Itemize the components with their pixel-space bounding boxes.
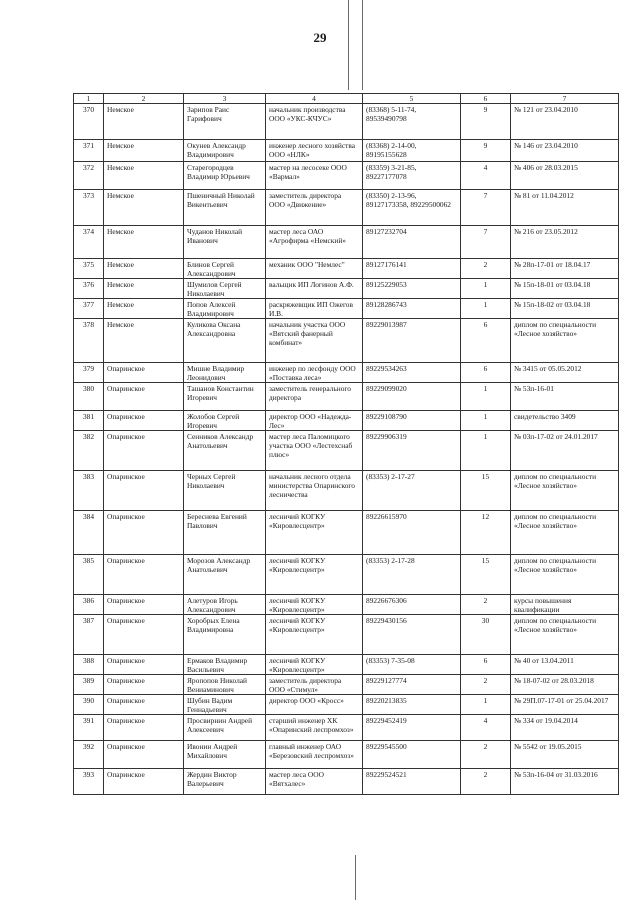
district: Опаринское <box>104 769 184 795</box>
position: инженер лесного хозяйства ООО «НЛК» <box>266 140 363 162</box>
position: лесничий КОГКУ «Кировлесцентр» <box>266 595 363 615</box>
full-name: Попов Алексей Владимирович <box>184 299 266 319</box>
table-row <box>74 555 619 595</box>
experience: 2 <box>461 741 511 769</box>
full-name: Просвирнин Андрей Алексеевич <box>184 715 266 741</box>
full-name: Ивонин Андрей Михайлович <box>184 741 266 769</box>
table-row <box>74 511 619 555</box>
position: лесничий КОГКУ «Кировлесцентр» <box>266 555 363 595</box>
experience: 15 <box>461 471 511 511</box>
row-number: 371 <box>74 140 104 162</box>
row-number: 385 <box>74 555 104 595</box>
full-name: Старегородцев Владимир Юрьевич <box>184 162 266 190</box>
experience: 6 <box>461 319 511 363</box>
column-number-row <box>74 94 619 104</box>
full-name: Морозов Александр Анатольевич <box>184 555 266 595</box>
position: начальник участка ООО «Вятский фанерный комбинат» <box>266 319 363 363</box>
phone: 89226676306 <box>363 595 461 615</box>
phone: (83353) 7-35-08 <box>363 655 461 675</box>
phone: (83353) 2-17-28 <box>363 555 461 595</box>
experience: 9 <box>461 140 511 162</box>
position: директор ООО «Надежда-Лес» <box>266 411 363 431</box>
full-name: Ермаков Владимир Васильевич <box>184 655 266 675</box>
district: Немское <box>104 140 184 162</box>
phone: 89229534263 <box>363 363 461 383</box>
position: инженер по лесфонду ООО «Поставка леса» <box>266 363 363 383</box>
row-number: 389 <box>74 675 104 695</box>
full-name: Блинов Сергей Александрович <box>184 259 266 279</box>
document: № 5542 от 19.05.2015 <box>511 741 619 769</box>
district: Опаринское <box>104 431 184 471</box>
table-row <box>74 615 619 655</box>
table-row <box>74 431 619 471</box>
district: Немское <box>104 104 184 140</box>
full-name: Зарипов Раис Гарифович <box>184 104 266 140</box>
district: Опаринское <box>104 411 184 431</box>
district: Немское <box>104 299 184 319</box>
document: № 406 от 28.03.2015 <box>511 162 619 190</box>
experience: 1 <box>461 431 511 471</box>
document: курсы повышения квалификации <box>511 595 619 615</box>
district: Немское <box>104 259 184 279</box>
row-number: 393 <box>74 769 104 795</box>
table-row <box>74 363 619 383</box>
column-number: 7 <box>511 94 619 104</box>
table-row <box>74 279 619 299</box>
position: директор ООО «Кросс» <box>266 695 363 715</box>
experience: 1 <box>461 383 511 411</box>
table-row <box>74 471 619 511</box>
row-number: 379 <box>74 363 104 383</box>
document: № 146 от 23.04.2010 <box>511 140 619 162</box>
phone: 89229906319 <box>363 431 461 471</box>
phone: 89128286743 <box>363 299 461 319</box>
full-name: Шубин Вадим Геннадьевич <box>184 695 266 715</box>
table-row <box>74 595 619 615</box>
table-row <box>74 411 619 431</box>
position: начальник лесного отдела министерства Опаринского лесничества <box>266 471 363 511</box>
position: мастер леса ООО «Вятхалес» <box>266 769 363 795</box>
row-number: 370 <box>74 104 104 140</box>
position: раскряжевщик ИП Ожегов И.В. <box>266 299 363 319</box>
table-row <box>74 226 619 259</box>
row-number: 390 <box>74 695 104 715</box>
document: № 121 от 23.04.2010 <box>511 104 619 140</box>
experience: 9 <box>461 104 511 140</box>
district: Опаринское <box>104 383 184 411</box>
experience: 1 <box>461 279 511 299</box>
document: № 15п-18-02 от 03.04.18 <box>511 299 619 319</box>
table-row <box>74 190 619 226</box>
phone: 89229013987 <box>363 319 461 363</box>
position: заместитель директора ООО «Стимул» <box>266 675 363 695</box>
table-row <box>74 675 619 695</box>
full-name: Чуданов Николай Иванович <box>184 226 266 259</box>
district: Опаринское <box>104 655 184 675</box>
position: вальщик ИП Логинов А.Ф. <box>266 279 363 299</box>
district: Опаринское <box>104 511 184 555</box>
experience: 1 <box>461 411 511 431</box>
table-row <box>74 741 619 769</box>
full-name: Черных Сергей Николаевич <box>184 471 266 511</box>
table-row <box>74 140 619 162</box>
document: № 53п-16-04 от 31.03.2016 <box>511 769 619 795</box>
document: № 216 от 23.05.2012 <box>511 226 619 259</box>
experience: 1 <box>461 695 511 715</box>
row-number: 382 <box>74 431 104 471</box>
registry-table <box>73 93 619 795</box>
phone: 89226615970 <box>363 511 461 555</box>
row-number: 372 <box>74 162 104 190</box>
document: № 18-07-02 от 28.03.2018 <box>511 675 619 695</box>
position: лесничий КОГКУ «Кировлесцентр» <box>266 615 363 655</box>
position: лесничий КОГКУ «Кировлесцентр» <box>266 655 363 675</box>
full-name: Пшеничный Николай Викентьевич <box>184 190 266 226</box>
phone: 89229524521 <box>363 769 461 795</box>
table-row <box>74 299 619 319</box>
row-number: 378 <box>74 319 104 363</box>
experience: 4 <box>461 715 511 741</box>
position: мастер леса Паломицкого участка ООО «Лестехснаб плюс» <box>266 431 363 471</box>
column-number: 4 <box>266 94 363 104</box>
experience: 2 <box>461 259 511 279</box>
district: Опаринское <box>104 615 184 655</box>
document: № 28п-17-01 от 18.04.17 <box>511 259 619 279</box>
full-name: Яропопов Николай Вениаминович <box>184 675 266 695</box>
full-name: Жердин Виктор Валерьевич <box>184 769 266 795</box>
phone: 89220213835 <box>363 695 461 715</box>
document: диплом по специальности «Лесное хозяйство» <box>511 471 619 511</box>
position: мастер на лесосеке ООО «Вармал» <box>266 162 363 190</box>
district: Немское <box>104 226 184 259</box>
phone: (83368) 5-11-74, 89539490798 <box>363 104 461 140</box>
column-number: 2 <box>104 94 184 104</box>
document: свидетельство 3409 <box>511 411 619 431</box>
full-name: Шумилов Сергей Николаевич <box>184 279 266 299</box>
row-number: 383 <box>74 471 104 511</box>
full-name: Куликова Оксана Александровна <box>184 319 266 363</box>
document: № 53п-16-01 <box>511 383 619 411</box>
phone: (83350) 2-13-96, 89127173358, 89229500062 <box>363 190 461 226</box>
table-row <box>74 319 619 363</box>
full-name: Алетуров Игорь Александрович <box>184 595 266 615</box>
phone: 89125229053 <box>363 279 461 299</box>
position: мастер леса ОАО «Агрофирма «Немский» <box>266 226 363 259</box>
phone: (83359) 3-21-85, 89227177078 <box>363 162 461 190</box>
district: Немское <box>104 190 184 226</box>
row-number: 381 <box>74 411 104 431</box>
experience: 2 <box>461 595 511 615</box>
position: заместитель генерального директора <box>266 383 363 411</box>
experience: 30 <box>461 615 511 655</box>
row-number: 375 <box>74 259 104 279</box>
column-number: 3 <box>184 94 266 104</box>
experience: 4 <box>461 162 511 190</box>
document: № 29П.07-17-01 от 25.04.2017 <box>511 695 619 715</box>
row-number: 373 <box>74 190 104 226</box>
row-number: 384 <box>74 511 104 555</box>
row-number: 380 <box>74 383 104 411</box>
district: Опаринское <box>104 363 184 383</box>
table-row <box>74 162 619 190</box>
row-number: 374 <box>74 226 104 259</box>
column-number: 6 <box>461 94 511 104</box>
full-name: Береснева Евгений Павлович <box>184 511 266 555</box>
document: № 03п-17-02 от 24.01.2017 <box>511 431 619 471</box>
column-number: 5 <box>363 94 461 104</box>
position: заместитель директора ООО «Движение» <box>266 190 363 226</box>
experience: 6 <box>461 363 511 383</box>
document: № 15п-18-01 от 03.04.18 <box>511 279 619 299</box>
document: диплом по специальности «Лесное хозяйство» <box>511 555 619 595</box>
position: начальник производства ООО «УКС-КЧУС» <box>266 104 363 140</box>
row-number: 377 <box>74 299 104 319</box>
scan-line-right <box>362 0 363 90</box>
experience: 2 <box>461 675 511 695</box>
experience: 15 <box>461 555 511 595</box>
full-name: Мишне Владимир Леонидович <box>184 363 266 383</box>
full-name: Жолобов Сергей Игоревич <box>184 411 266 431</box>
district: Опаринское <box>104 555 184 595</box>
district: Опаринское <box>104 695 184 715</box>
experience: 7 <box>461 190 511 226</box>
full-name: Ташанов Константин Игоревич <box>184 383 266 411</box>
document: № 40 от 13.04.2011 <box>511 655 619 675</box>
phone: (83368) 2-14-00, 89195155628 <box>363 140 461 162</box>
table-row <box>74 715 619 741</box>
experience: 2 <box>461 769 511 795</box>
document: диплом по специальности «Лесное хозяйство» <box>511 319 619 363</box>
document: № 3415 от 05.05.2012 <box>511 363 619 383</box>
district: Опаринское <box>104 471 184 511</box>
table-row <box>74 259 619 279</box>
row-number: 387 <box>74 615 104 655</box>
phone: 89229108790 <box>363 411 461 431</box>
district: Немское <box>104 319 184 363</box>
phone: 89127176141 <box>363 259 461 279</box>
district: Опаринское <box>104 715 184 741</box>
table-row <box>74 769 619 795</box>
full-name: Сенников Александр Анатольевич <box>184 431 266 471</box>
phone: 89229127774 <box>363 675 461 695</box>
document: диплом по специальности «Лесное хозяйство» <box>511 615 619 655</box>
row-number: 391 <box>74 715 104 741</box>
scan-line-bottom <box>355 855 356 900</box>
position: лесничий КОГКУ «Кировлесцентр» <box>266 511 363 555</box>
row-number: 376 <box>74 279 104 299</box>
experience: 12 <box>461 511 511 555</box>
full-name: Хоробрых Елена Владимировна <box>184 615 266 655</box>
row-number: 386 <box>74 595 104 615</box>
full-name: Окунев Александр Владимирович <box>184 140 266 162</box>
experience: 7 <box>461 226 511 259</box>
phone: 89229430156 <box>363 615 461 655</box>
document: № 81 от 11.04.2012 <box>511 190 619 226</box>
table-row <box>74 655 619 675</box>
row-number: 392 <box>74 741 104 769</box>
column-number: 1 <box>74 94 104 104</box>
experience: 6 <box>461 655 511 675</box>
experience: 1 <box>461 299 511 319</box>
position: механик ООО "Немлес" <box>266 259 363 279</box>
position: старший инженер ХК «Опаринский леспромхоз» <box>266 715 363 741</box>
phone: 89127232704 <box>363 226 461 259</box>
phone: 89229452419 <box>363 715 461 741</box>
phone: (83353) 2-17-27 <box>363 471 461 511</box>
table-row <box>74 104 619 140</box>
table-row <box>74 695 619 715</box>
scan-line-left <box>348 0 349 90</box>
row-number: 388 <box>74 655 104 675</box>
table-row <box>74 383 619 411</box>
phone: 89229099020 <box>363 383 461 411</box>
district: Опаринское <box>104 595 184 615</box>
position: главный инженер ОАО «Березовский леспромхоз» <box>266 741 363 769</box>
district: Немское <box>104 162 184 190</box>
phone: 89229545500 <box>363 741 461 769</box>
district: Опаринское <box>104 741 184 769</box>
district: Опаринское <box>104 675 184 695</box>
page-number: 29 <box>313 30 327 45</box>
district: Немское <box>104 279 184 299</box>
document: диплом по специальности «Лесное хозяйство» <box>511 511 619 555</box>
document: № 334 от 19.04.2014 <box>511 715 619 741</box>
